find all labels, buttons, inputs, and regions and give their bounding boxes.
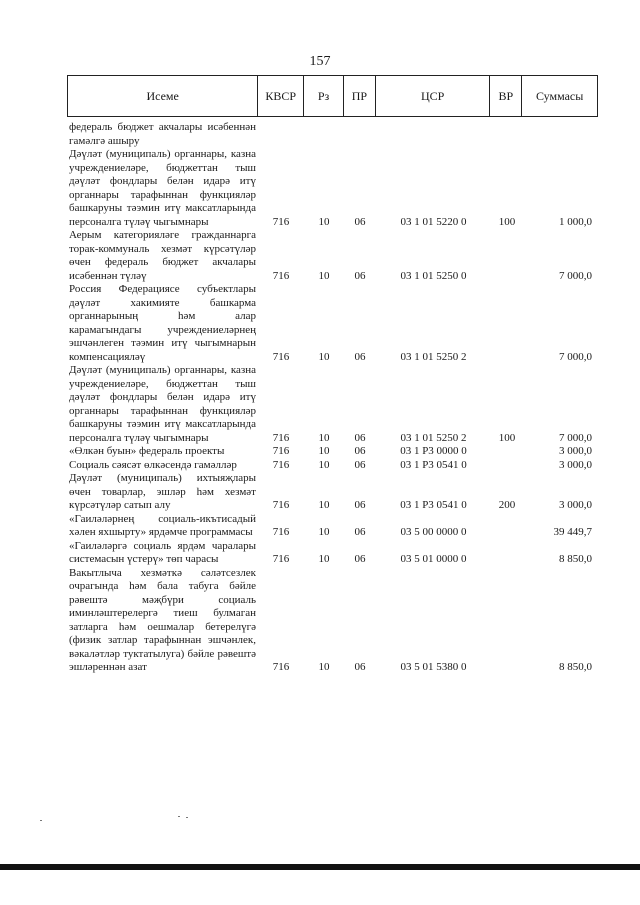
row-rz: 10	[318, 350, 330, 363]
row-sum: 7 000,0	[559, 431, 592, 444]
row-kvsr: 716	[272, 458, 290, 471]
scan-speck	[40, 820, 42, 821]
table-row	[67, 283, 598, 364]
row-csr: 03 1 Р3 0000 0	[400, 445, 467, 457]
row-name: Россия Федерациясе субъектлары дәүләт хакимияте башкарма органнарының һәм алар карамагындагы учреждениеләрнең эшчәнлеген тәэмин итү чыгымнарын компенсацияләү	[69, 283, 256, 363]
row-pr: 06	[354, 553, 366, 565]
table-row	[67, 445, 598, 459]
row-name: Вакытлыча хезмәткә сәләтсезлек очрагында һәм бала табуга бәйле рәвештә мәҗбүри социаль иминләштерелергә тиеш булмаган затларга һәм оешмалар бетерелүгә (физик затлар тарафыннан эшчәнлек, вәкаләтләр туктатылуга) бәйле рәвештә эшләреннән азат	[69, 566, 256, 673]
row-kvsr: 716	[272, 350, 290, 363]
row-pr: 06	[354, 431, 366, 444]
row-rz: 10	[318, 215, 330, 228]
table-row	[67, 229, 598, 283]
row-sum: 3 000,0	[559, 499, 592, 511]
row-csr: 03 1 01 5220 0	[400, 215, 467, 228]
row-kvsr: 716	[272, 553, 290, 565]
row-name: Дәүләт (муниципаль) ихтыяҗлары өчен товарлар, эшләр һәм хезмәт күрсәтүләр сатып алу	[69, 472, 256, 511]
row-kvsr: 716	[272, 661, 290, 673]
table-header	[67, 75, 598, 117]
page-number: 157	[309, 54, 331, 69]
row-sum: 1 000,0	[559, 215, 592, 228]
row-name: Социаль сәясәт өлкәсендә гамәлләр	[69, 458, 237, 471]
header-csr: ЦСР	[376, 76, 491, 116]
row-pr: 06	[354, 458, 366, 471]
row-pr: 06	[354, 445, 366, 457]
row-csr: 03 1 01 5250 2	[400, 431, 467, 444]
row-rz: 10	[318, 269, 330, 282]
row-rz: 10	[318, 431, 330, 444]
row-pr: 06	[354, 526, 366, 538]
row-vr: 200	[498, 499, 516, 511]
row-pr: 06	[354, 215, 366, 228]
table-row	[67, 459, 598, 473]
row-rz: 10	[318, 458, 330, 471]
row-rz: 10	[318, 553, 330, 565]
table-body	[67, 121, 598, 675]
row-sum: 39 449,7	[553, 526, 592, 538]
header-rz: Рз	[304, 76, 344, 116]
table-row	[67, 513, 598, 540]
row-rz: 10	[318, 445, 330, 457]
row-kvsr: 716	[272, 445, 290, 457]
row-csr: 03 1 Р3 0541 0	[400, 499, 467, 511]
row-pr: 06	[354, 269, 366, 282]
row-kvsr: 716	[272, 499, 290, 511]
row-sum: 8 850,0	[559, 661, 592, 673]
header-sum: Суммасы	[535, 88, 584, 103]
row-kvsr: 716	[272, 269, 290, 282]
row-pr: 06	[354, 499, 366, 511]
row-vr: 100	[498, 431, 516, 444]
header-pr: ПР	[344, 76, 376, 116]
row-sum: 3 000,0	[559, 458, 592, 471]
row-name: Дәүләт (муниципаль) органнары, казна учреждениеләре, бюджеттан тыш дәүләт фондлары белән идарә итү органнары тарафыннан функцияләр башкаруны тәэмин итү максатларында персоналга түләү чыгымнары	[69, 364, 256, 444]
scan-speck	[186, 817, 188, 818]
table-row	[67, 121, 598, 148]
row-csr: 03 5 00 0000 0	[400, 526, 467, 538]
row-rz: 10	[318, 499, 330, 511]
table-row	[67, 472, 598, 513]
row-name: Аерым категорияләге гражданнарга торак-коммуналь хезмәт күрсәтүләр өчен федераль бюджет акчалары исәбеннән түләү	[69, 229, 256, 282]
row-csr: 03 5 01 5380 0	[400, 661, 467, 673]
scan-speck	[178, 816, 180, 817]
row-sum: 7 000,0	[559, 350, 592, 363]
row-name: «Гаиләләрнең социаль-икътисадый хәлен яхшырту» ярдәмче программасы	[69, 512, 256, 538]
table-row	[67, 567, 598, 675]
row-csr: 03 1 01 5250 0	[400, 269, 467, 282]
row-sum: 8 850,0	[559, 553, 592, 565]
row-name: «Гаиләләргә социаль ярдәм чаралары системасын үстерү» төп чарасы	[69, 539, 256, 565]
header-vr: ВР	[490, 76, 522, 116]
table-row	[67, 540, 598, 567]
row-kvsr: 716	[272, 526, 290, 538]
row-rz: 10	[318, 661, 330, 673]
row-rz: 10	[318, 526, 330, 538]
row-name: Дәүләт (муниципаль) органнары, казна учреждениеләре, бюджеттан тыш дәүләт фондлары белән идарә итү органнары тарафыннан функцияләр башкаруны тәэмин итү максатларында персоналга түләү чыгымнары	[69, 148, 256, 228]
scan-border	[0, 864, 640, 870]
row-sum: 3 000,0	[559, 445, 592, 457]
table-row	[67, 364, 598, 445]
row-pr: 06	[354, 661, 366, 673]
row-name: «Өлкән буын» федераль проекты	[69, 445, 225, 457]
row-kvsr: 716	[272, 215, 290, 228]
header-kvsr: КВСР	[258, 76, 304, 116]
header-name: Исеме	[68, 76, 258, 116]
row-csr: 03 5 01 0000 0	[400, 553, 467, 565]
row-name: федераль бюджет акчалары исәбеннән гамәлгә ашыру	[69, 121, 256, 147]
row-sum: 7 000,0	[559, 269, 592, 282]
row-csr: 03 1 Р3 0541 0	[400, 458, 467, 471]
row-kvsr: 716	[272, 431, 290, 444]
row-vr: 100	[498, 215, 516, 228]
row-pr: 06	[354, 350, 366, 363]
table-row	[67, 148, 598, 229]
row-csr: 03 1 01 5250 2	[400, 350, 467, 363]
